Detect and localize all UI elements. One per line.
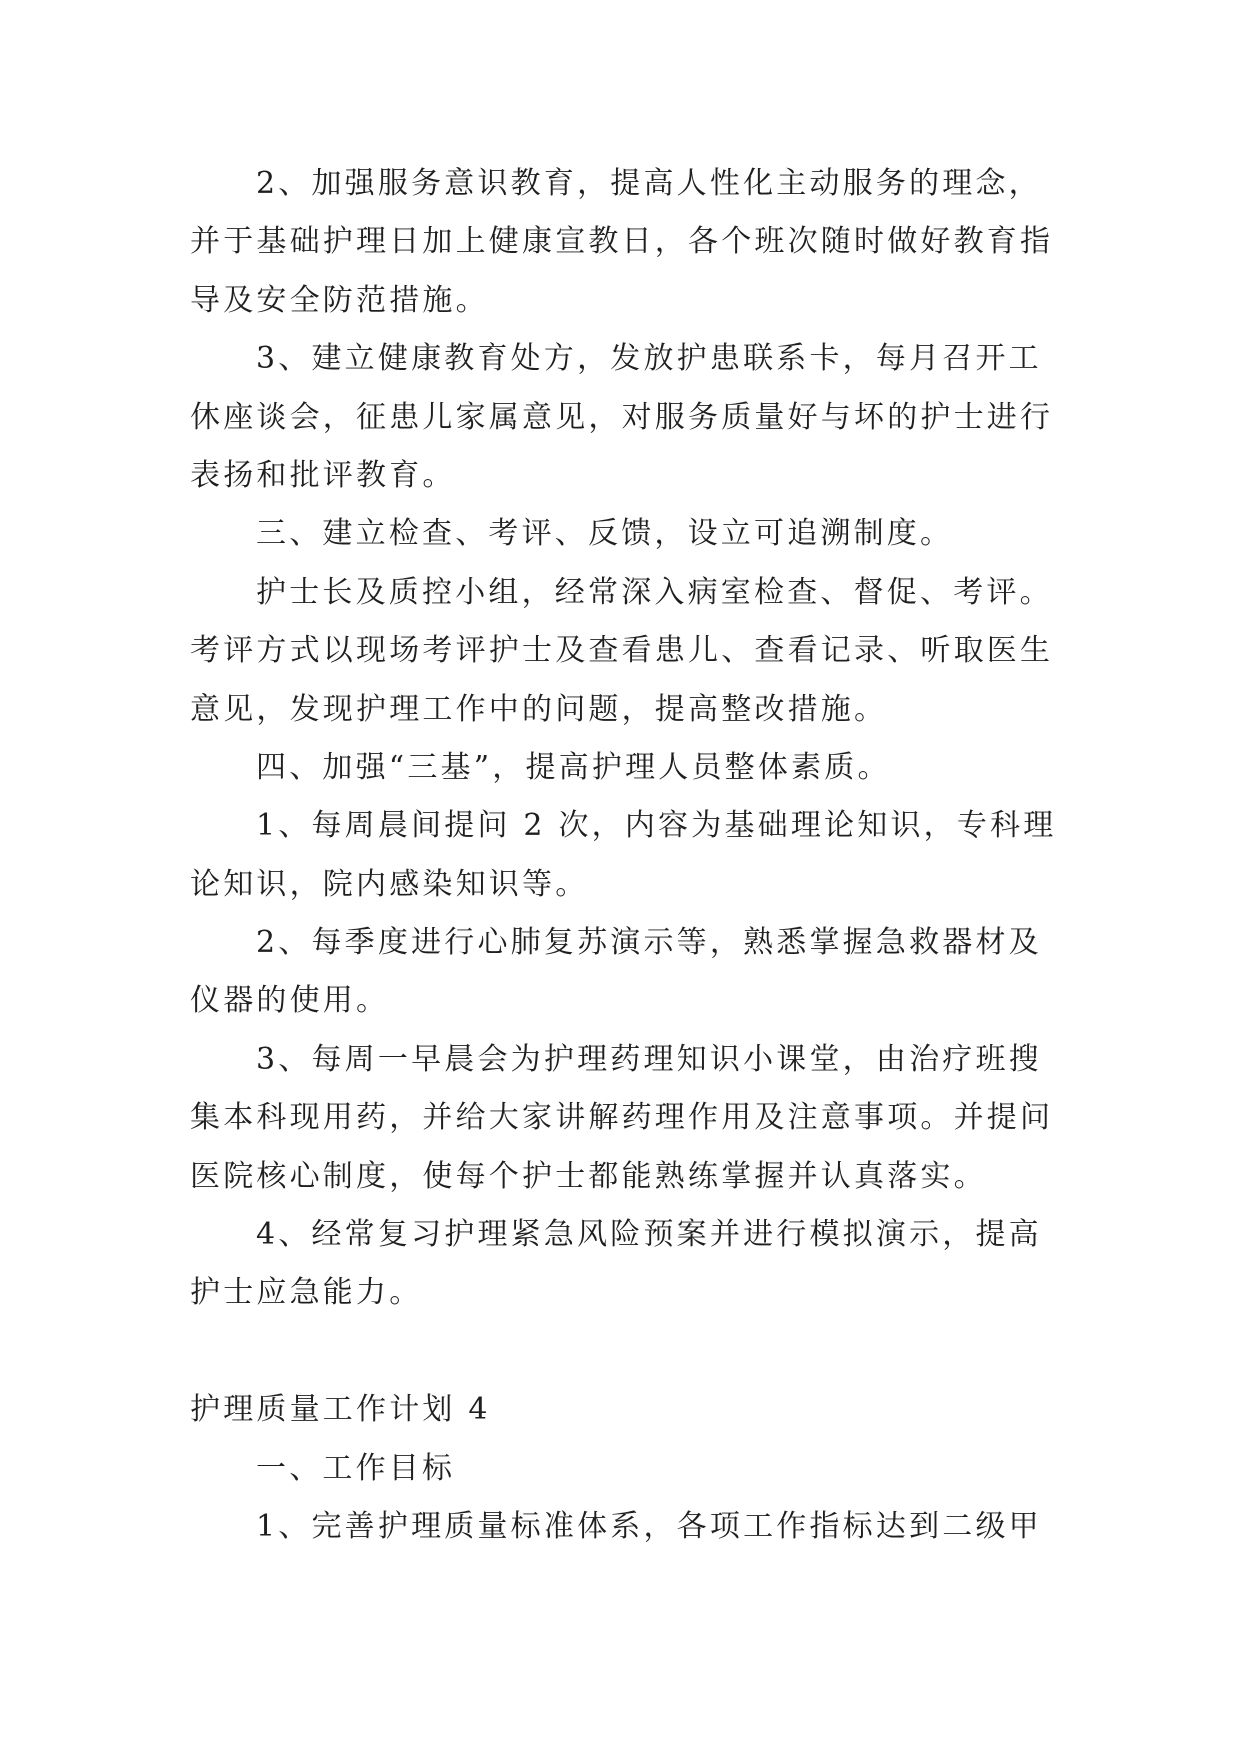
text-line: 3、建立健康教育处方，发放护患联系卡，每月召开工 <box>256 341 1042 377</box>
text-line: 2、加强服务意识教育，提高人性化主动服务的理念， <box>256 166 1042 201</box>
text-line: 导及安全防范措施。 <box>190 282 489 318</box>
text-line: 2、每季度进行心肺复苏演示等，熟悉掌握急救器材及 <box>256 925 1042 961</box>
paragraph <box>190 1031 1090 1206</box>
paragraph <box>190 1498 1090 1556</box>
text-line: 论知识，院内感染知识等。 <box>190 866 589 902</box>
text-line: 一、工作目标 <box>256 1450 456 1486</box>
text-line: 护士应急能力。 <box>190 1275 423 1311</box>
text-line: 3、每周一早晨会为护理药理知识小课堂，由治疗班搜 <box>256 1041 1042 1077</box>
text-line: 1、每周晨间提问 2 次，内容为基础理论知识，专科理 <box>256 808 1057 844</box>
paragraph <box>190 1440 1090 1498</box>
text-line: 三、建立检查、考评、反馈，设立可追溯制度。 <box>256 516 954 552</box>
document-body <box>190 155 1090 1556</box>
text-line: 考评方式以现场考评护士及查看患儿、查看记录、听取医生 <box>190 633 1054 669</box>
paragraph <box>190 564 1090 739</box>
paragraph <box>190 155 1090 330</box>
text-line: 四、加强“三基”，提高护理人员整体素质。 <box>256 749 891 785</box>
section-heading: 护理质量工作计划 4 <box>190 1392 491 1428</box>
text-line: 集本科现用药，并给大家讲解药理作用及注意事项。并提问 <box>190 1100 1054 1136</box>
text-line: 休座谈会，征患儿家属意见，对服务质量好与坏的护士进行 <box>190 399 1054 435</box>
text-line: 并于基础护理日加上健康宣教日，各个班次随时做好教育指 <box>190 224 1054 260</box>
text-line: 仪器的使用。 <box>190 983 390 1019</box>
text-line: 表扬和批评教育。 <box>190 457 456 493</box>
paragraph <box>190 797 1090 914</box>
paragraph <box>190 330 1090 505</box>
text-line: 4、经常复习护理紧急风险预案并进行模拟演示，提高 <box>256 1217 1042 1253</box>
paragraph <box>190 505 1090 563</box>
paragraph <box>190 739 1090 797</box>
paragraph <box>190 914 1090 1031</box>
paragraph <box>190 1206 1090 1323</box>
text-line: 护士长及质控小组，经常深入病室检查、督促、考评。 <box>256 574 1053 610</box>
text-line: 医院核心制度，使每个护士都能熟练掌握并认真落实。 <box>190 1158 987 1194</box>
text-line: 意见，发现护理工作中的问题，提高整改措施。 <box>190 691 888 727</box>
text-line: 1、完善护理质量标准体系，各项工作指标达到二级甲 <box>256 1508 1042 1544</box>
